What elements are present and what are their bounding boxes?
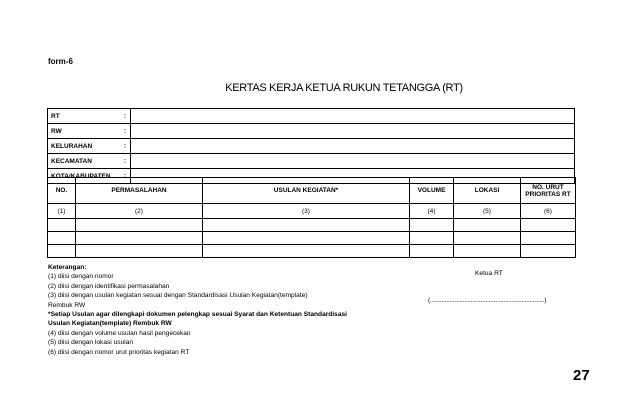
page-title <box>0 82 638 94</box>
signature-line[interactable]: (......................................................................) <box>428 297 547 304</box>
page-number: 27 <box>573 367 590 384</box>
identity-label: RT <box>51 112 60 120</box>
table-row <box>48 245 576 258</box>
identity-label: KELURAHAN <box>51 142 93 150</box>
table-cell[interactable] <box>454 232 521 245</box>
table-cell[interactable] <box>76 232 203 245</box>
table-cell[interactable] <box>454 219 521 232</box>
column-number: (5) <box>454 204 521 219</box>
identity-label: KECAMATAN <box>51 157 92 165</box>
identity-colon: : <box>123 127 126 135</box>
header-volume: VOLUME <box>410 178 454 204</box>
identity-label: RW <box>51 127 62 135</box>
table-cell[interactable] <box>410 245 454 258</box>
table-header-row <box>48 178 576 204</box>
worksheet-table <box>47 177 576 258</box>
table-cell[interactable] <box>48 219 76 232</box>
signature-title: Ketua RT <box>475 270 503 277</box>
table-cell[interactable] <box>48 245 76 258</box>
identity-row <box>48 124 575 139</box>
note-line: (3) diisi dengan usulan kegiatan sesuai dengan Standardisasi Usulan Kegiatan(template) <box>48 292 308 300</box>
identity-value-field[interactable] <box>131 124 575 139</box>
identity-table <box>47 108 575 184</box>
note-line: (5) diisi dengan lokasi usulan <box>48 339 134 347</box>
table-cell[interactable] <box>76 245 203 258</box>
identity-label-cell <box>48 139 131 154</box>
column-number: (2) <box>76 204 203 219</box>
table-cell[interactable] <box>203 245 410 258</box>
notes-heading: Keterangan: <box>48 264 87 271</box>
note-line-emphasis: Usulan Kegiatan(template) Rembuk RW <box>48 320 172 328</box>
identity-value-field[interactable] <box>131 139 575 154</box>
column-number: (3) <box>203 204 410 219</box>
column-number: (6) <box>521 204 576 219</box>
header-prioritas: NO. URUT PRIORITAS RT <box>521 178 576 204</box>
table-cell[interactable] <box>203 219 410 232</box>
identity-row <box>48 109 575 124</box>
identity-colon: : <box>123 112 126 120</box>
note-line: Rembuk RW <box>48 301 86 309</box>
notes-section <box>48 263 347 357</box>
table-row <box>48 232 576 245</box>
table-cell[interactable] <box>203 232 410 245</box>
table-cell[interactable] <box>521 219 576 232</box>
header-no: NO. <box>48 178 76 204</box>
identity-colon: : <box>123 142 126 150</box>
table-cell[interactable] <box>521 245 576 258</box>
identity-colon: : <box>123 157 126 165</box>
header-lokasi: LOKASI <box>454 178 521 204</box>
column-number-row <box>48 204 576 219</box>
note-line: (1) diisi dengan nomor <box>48 273 114 281</box>
table-row <box>48 219 576 232</box>
table-cell[interactable] <box>48 232 76 245</box>
identity-value-field[interactable] <box>131 109 575 124</box>
table-cell[interactable] <box>521 232 576 245</box>
table-cell[interactable] <box>410 232 454 245</box>
identity-value-field[interactable] <box>131 154 575 169</box>
column-number: (4) <box>410 204 454 219</box>
note-line: (4) diisi dengan volume usulan hasil pengecekan <box>48 329 191 337</box>
header-usulan-kegiatan: USULAN KEGIATAN* <box>203 178 410 204</box>
table-cell[interactable] <box>410 219 454 232</box>
note-line-emphasis: *Setiap Usulan agar dilengkapi dokumen pelengkap sesuai Syarat dan Ketentuan Standardisasi <box>48 311 348 319</box>
identity-label-cell <box>48 124 131 139</box>
header-permasalahan: PERMASALAHAN <box>76 178 203 204</box>
column-number: (1) <box>48 204 76 219</box>
identity-colon: : <box>123 172 126 180</box>
form-label: form-6 <box>48 57 73 66</box>
title-text: KERTAS KERJA KETUA RUKUN TETANGGA (RT) <box>225 82 463 94</box>
note-line: (2) diisi dengan identifikasi permasalahan <box>48 282 170 290</box>
identity-row <box>48 139 575 154</box>
identity-label-cell <box>48 109 131 124</box>
note-line: (6) diisi dengan nomor urut prioritas kegiatan RT <box>48 348 190 356</box>
table-cell[interactable] <box>454 245 521 258</box>
identity-label-cell <box>48 154 131 169</box>
identity-row <box>48 154 575 169</box>
table-cell[interactable] <box>76 219 203 232</box>
identity-label: KOTA/KABUPATEN <box>51 172 111 180</box>
